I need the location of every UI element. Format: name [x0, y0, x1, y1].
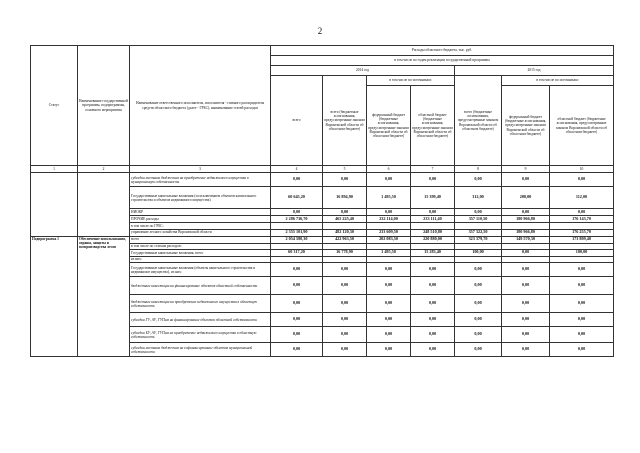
value-cell: 0,00	[323, 209, 367, 216]
header-status: Статус	[31, 46, 78, 166]
value-cell: 0,00	[271, 209, 323, 216]
value-cell: 0,00	[502, 249, 550, 256]
page-number: 2	[317, 26, 323, 36]
header-year-2014: 2014 год	[271, 66, 455, 76]
value-cell: 0,00	[323, 277, 367, 295]
col-number: 3	[130, 166, 271, 173]
value-cell: 0,00	[455, 313, 502, 327]
value-cell: 0,00	[502, 327, 550, 343]
value-cell: 0,00	[411, 313, 455, 327]
value-cell: 0,00	[323, 295, 367, 313]
value-cell: 0,00	[550, 263, 614, 277]
value-cell: 465 225,40	[323, 216, 367, 223]
value-cell: 0,00	[455, 263, 502, 277]
row-label: в том числе по ГРБС:	[130, 223, 271, 229]
value-cell: 0,00	[502, 343, 550, 357]
value-cell: 0,00	[367, 327, 411, 343]
value-cell: 2 054 580,30	[271, 236, 323, 243]
row-label: Государственные капитальные вложения, всего	[130, 249, 271, 256]
value-cell: 0,00	[550, 295, 614, 313]
value-cell: 0,00	[455, 295, 502, 313]
value-cell: 60 317,20	[271, 249, 323, 256]
value-cell: 0,00	[411, 277, 455, 295]
upper-rows	[31, 173, 614, 236]
header-program-name: Наименование государственной программы, подпрограммы, основного мероприятия	[78, 46, 130, 166]
value-cell: 0,00	[367, 343, 411, 357]
value-cell: 0,00	[367, 313, 411, 327]
value-cell: 0,00	[367, 173, 411, 187]
value-cell: 0,00	[455, 209, 502, 216]
value-cell: 0,00	[271, 313, 323, 327]
value-cell: 0,00	[502, 313, 550, 327]
header-incl-sources-2014: в том числе по источникам:	[367, 76, 455, 86]
subprogram-rows	[31, 236, 614, 357]
header-regional-2014: областной бюджет (бюджетные ассигнования, предусмотренные законом Воронежской области об областном бюджете)	[411, 86, 455, 166]
value-cell: 0,00	[271, 263, 323, 277]
header-all-balance-2014: всего (бюджетные ассигнования, предусмотренные законом Воронежской области об областном бюджете)	[323, 76, 367, 166]
value-cell: 0,00	[271, 295, 323, 313]
header-incl-sources-2015: в том числе по источникам:	[502, 76, 614, 86]
value-cell: 16 778,90	[323, 249, 367, 256]
value-cell: 202 083,50	[367, 236, 411, 243]
value-cell: 2 355 101,90	[271, 229, 323, 236]
value-cell: 233 609,50	[367, 229, 411, 236]
value-cell: 0,00	[323, 263, 367, 277]
value-cell: 1 495,50	[367, 249, 411, 256]
value-cell: 0,00	[550, 343, 614, 357]
value-cell: 0,00	[455, 173, 502, 187]
value-cell: 0,00	[550, 327, 614, 343]
header-year-2015: 2015 год	[455, 66, 614, 76]
row-label: из них:	[130, 256, 271, 262]
value-cell: 248 510,80	[411, 229, 455, 236]
value-cell: 176 143,70	[550, 216, 614, 223]
value-cell: 422 963,50	[323, 236, 367, 243]
value-cell: 200,00	[502, 187, 550, 209]
value-cell: 1 495,50	[367, 187, 411, 209]
value-cell: 100,00	[550, 249, 614, 256]
row-label: субсидии ГУ, АУ, ГУПам на финансирование объектов областной собственности	[130, 313, 271, 327]
value-cell: 0,00	[550, 209, 614, 216]
header-all-balance-2015: всего (бюджетные ассигнования, предусмотренные законом Воронежской области об областном бюджете)	[455, 76, 502, 166]
value-cell: 0,00	[411, 173, 455, 187]
value-cell: 0,00	[411, 327, 455, 343]
col-number: 2	[78, 166, 130, 173]
value-cell: 0,00	[367, 277, 411, 295]
value-cell: 0,00	[271, 327, 323, 343]
header-expenses-title: Расходы областного бюджета, тыс. руб.	[271, 46, 614, 56]
value-cell: 0,00	[502, 295, 550, 313]
program-cell	[78, 173, 130, 236]
value-cell: 357 322,50	[455, 229, 502, 236]
header-regional-2015: областной бюджет (бюджетные ассигнования, предусмотренные законом Воронежской области об областном бюджете)	[550, 86, 614, 166]
value-cell: 0,00	[411, 263, 455, 277]
value-cell: 0,00	[550, 313, 614, 327]
row-label: НИОКР	[130, 209, 271, 216]
row-label: субсидии местным бюджетам на приобретение недвижимого имущества в муниципальную собственность	[130, 173, 271, 187]
value-cell: 180 966,80	[502, 216, 550, 223]
value-cell: 0,00	[271, 173, 323, 187]
value-cell: 220 880,00	[411, 236, 455, 243]
row-label: субсидии местным бюджетам на софинансирование объектов муниципальной собственности	[130, 343, 271, 357]
col-number: 4	[271, 166, 323, 173]
header-federal-2015: федеральный бюджет (бюджетные ассигнования, предусмотренные законом Воронежской области об областном бюджете)	[502, 86, 550, 166]
value-cell: 0,00	[323, 313, 367, 327]
value-cell: 0,00	[502, 173, 550, 187]
col-number: 8	[455, 166, 502, 173]
row-label: в том числе по статьям расходов:	[130, 243, 271, 249]
col-number: 7	[411, 166, 455, 173]
value-cell: 173 809,40	[550, 236, 614, 243]
value-cell: 60 645,20	[271, 187, 323, 209]
value-cell: 0,00	[502, 209, 550, 216]
value-cell: 180 966,80	[502, 229, 550, 236]
col-number: 5	[323, 166, 367, 173]
status-cell	[31, 173, 78, 236]
value-cell: 0,00	[411, 295, 455, 313]
value-cell: 0,00	[367, 263, 411, 277]
col-number: 6	[367, 166, 411, 173]
value-cell: 112,00	[550, 187, 614, 209]
value-cell: 0,00	[323, 343, 367, 357]
row-label: бюджетные инвестиции на приобретение недвижимого имущества в областную собственность	[130, 295, 271, 313]
value-cell: 0,00	[550, 277, 614, 295]
value-cell: 312,00	[455, 187, 502, 209]
subprogram-name: Обеспечение использования, охраны, защиты и воспроизводства лесов	[78, 236, 130, 357]
value-cell: 0,00	[271, 277, 323, 295]
value-cell: 232 114,00	[367, 216, 411, 223]
value-cell: 0,00	[323, 327, 367, 343]
row-label: субсидии БУ, АУ, ГУПам на приобретение недвижимого имущества в областную собственность	[130, 327, 271, 343]
col-number: 10	[550, 166, 614, 173]
value-cell: 0,00	[411, 209, 455, 216]
column-number-row	[31, 166, 614, 173]
row-label: всего	[130, 236, 271, 243]
col-number: 9	[502, 166, 550, 173]
value-cell: 0,00	[367, 295, 411, 313]
table-row	[31, 173, 614, 187]
value-cell: 0,00	[455, 343, 502, 357]
value-cell: 176 255,70	[550, 229, 614, 236]
value-cell: 15 399,40	[411, 187, 455, 209]
value-cell: 149 570,30	[502, 236, 550, 243]
budget-table	[30, 45, 614, 357]
value-cell: 482 120,30	[323, 229, 367, 236]
col-number: 1	[31, 166, 78, 173]
value-cell: 0,00	[411, 343, 455, 357]
value-cell: 0,00	[271, 343, 323, 357]
value-cell: 0,00	[455, 277, 502, 295]
value-cell: 2 286 736,70	[271, 216, 323, 223]
row-label: бюджетные инвестиции на финансирование объектов областной собственности	[130, 277, 271, 295]
row-label: Государственные капитальные вложения (за исключением объектов капитального строительства и объектов недвижимого имущества)	[130, 187, 271, 209]
value-cell: 0,00	[550, 173, 614, 187]
value-cell: 16 894,90	[323, 187, 367, 209]
value-cell: 357 110,50	[455, 216, 502, 223]
row-label: ПРОЧИЕ расходы	[130, 216, 271, 223]
table-row	[31, 236, 614, 243]
value-cell: 233 111,40	[411, 216, 455, 223]
header-federal-2014: федеральный бюджет (бюджетные ассигнования, предусмотренные законом Воронежской области об областном бюджете)	[367, 86, 411, 166]
value-cell: 15 283,40	[411, 249, 455, 256]
value-cell: 0,00	[367, 209, 411, 216]
value-cell: 100,00	[455, 249, 502, 256]
header-total-2014: всего	[271, 76, 323, 166]
row-label: управление лесного хозяйства Воронежской области	[130, 229, 271, 236]
value-cell: 323 379,70	[455, 236, 502, 243]
header-executor: Наименование ответственного исполнителя, исполнителя - главного распорядителя средств областного бюджета (далее - ГРБС), наименование статей расходов	[130, 46, 271, 166]
value-cell: 0,00	[323, 173, 367, 187]
value-cell: 0,00	[502, 263, 550, 277]
value-cell: 0,00	[455, 327, 502, 343]
row-label: Государственные капитальные вложения (объекты капитального строительства и недвижимое имущество), из них:	[130, 263, 271, 277]
header-realization-sub: в том числе по годам реализации государственной программы	[271, 56, 614, 66]
value-cell: 0,00	[502, 277, 550, 295]
subprogram-status: Подпрограмма 1	[31, 236, 78, 357]
